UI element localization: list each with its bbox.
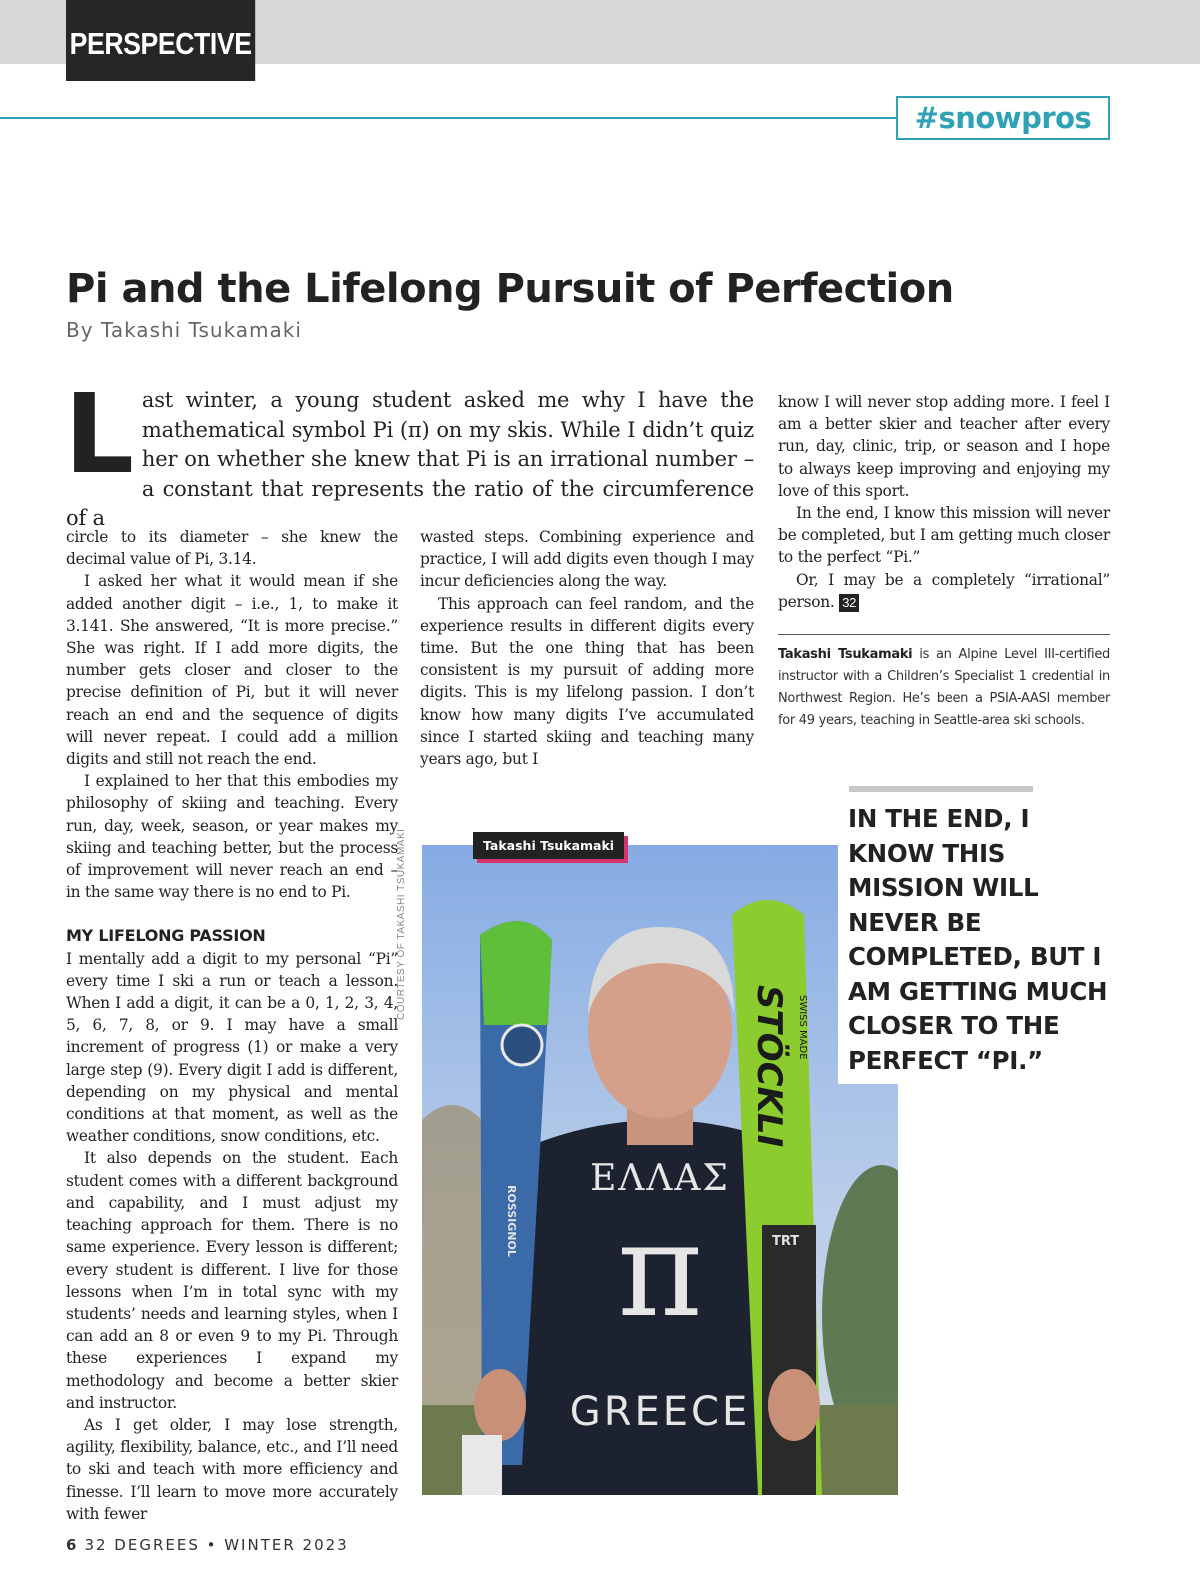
shirt-bottom-text: GREECE <box>569 1389 751 1435</box>
paragraph: I mentally add a digit to my personal “Pi” every time I ski a run or teach a lesson. When I add a digit, it can be a 0, 1, 2, 3, 4, 5, 6, 7, 8, or 9. I may have a small increment of progress (1) or make a very large step (9). Every digit I add is different, depending on my physical and mental conditions at that moment, as well as the weather conditions, snow conditions, etc. <box>66 949 398 1146</box>
lead-text: ast winter, a young student asked me why I have the mathematical symbol Pi (π) on my skis. While I didn’t quiz her on whether she knew that Pi is an irrational number – a constant that represents the ratio of the circumference of a <box>66 388 754 530</box>
right-ski-tag: TRT <box>772 1234 800 1249</box>
left-ski-tip <box>480 921 552 1025</box>
header-rule <box>0 117 896 119</box>
lead-paragraph <box>64 370 754 534</box>
photo-illustration <box>422 845 898 1495</box>
right-ski-tail <box>762 1225 816 1495</box>
article-title: Pi and the Lifelong Pursuit of Perfection <box>66 266 954 312</box>
left-ski-brand: ROSSIGNOL <box>505 1185 518 1257</box>
column-1 <box>66 526 398 1525</box>
drop-cap: L <box>64 370 134 498</box>
pullquote: IN THE END, I KNOW THIS MISSION WILL NEVER BE COMPLETED, BUT I AM GETTING MUCH CLOSER TO THE PERFECT “PI.” <box>838 796 1118 1084</box>
shirt-top-text: ΕΛΛΑΣ <box>590 1158 730 1199</box>
pullquote-rule <box>849 786 1033 792</box>
paragraph: This approach can feel random, and the experience results in different digits every time. But the one thing that has been consistent is my pursuit of adding more digits. This is my lifelong passion. I don’t know how many digits I’ve accumulated since I started skiing and teaching many years ago, but I <box>420 594 754 769</box>
column-2 <box>420 526 754 770</box>
paragraph: I explained to her that this embodies my philosophy of skiing and teaching. Every run, day, week, season, or year makes my skiing and teaching better, but the process of improvement will never reach an end – in the same way there is no end to Pi. <box>66 772 398 902</box>
end-mark-icon: 32 <box>839 594 859 612</box>
paragraph: know I will never stop adding more. I feel I am a better skier and teacher after every run, day, clinic, trip, or season and I hope to always keep improving and enjoying my love of this sport. <box>778 393 1110 500</box>
left-hand <box>474 1369 526 1441</box>
paragraph: It also depends on the student. Each student comes with a different background and capability, and I must adjust my teaching approach for them. There is no same experience. Every lesson is different; every student is different. I live for those lessons when I’m in total sync with my students’ needs and learning styles, when I can add an 8 or even 9 to my Pi. Through these experiences I expand my methodology and become a better skier and instructor. <box>66 1149 398 1412</box>
paragraph: circle to its diameter – she knew the decimal value of Pi, 3.14. <box>66 528 398 569</box>
rossignol-logo-icon <box>502 1025 542 1065</box>
paragraph: As I get older, I may lose strength, agility, flexibility, balance, etc., and I’ll need to ski and teach with more efficiency and finesse. I’ll learn to move more accurately with fewer <box>66 1415 398 1523</box>
paragraph: I asked her what it would mean if she added another digit – i.e., 1, to make it 3.141. She answered, “It is more precise.” She was right. If I add more digits, the number gets closer and closer to the precise definition of Pi, but it will never reach an end and the sequence of digits will never repeat. I could add a million digits and still not reach the end. <box>66 572 398 769</box>
photo-caption: Takashi Tsukamaki <box>473 832 624 859</box>
publication-info: 32 DEGREES • WINTER 2023 <box>84 1536 349 1554</box>
bio-text: is an Alpine Level III-certified instructor with a Children’s Specialist 1 credential in Northwest Region. He’s been a PSIA-AASI member for 49 years, teaching in Seattle-area ski schools. <box>778 647 1110 728</box>
photo-credit: COURTESY OF TAKASHI TSUKAMAKI <box>396 828 407 1020</box>
pole-grip <box>462 1435 502 1495</box>
paragraph: In the end, I know this mission will never be completed, but I am getting much closer to the perfect “Pi.” <box>778 504 1110 567</box>
footer <box>66 1536 349 1554</box>
paragraph <box>778 569 1110 613</box>
closing-text: Or, I may be a completely “irrational” person. <box>778 570 1110 611</box>
author-photo <box>422 845 898 1495</box>
pi-icon: π <box>617 1194 703 1346</box>
bio-divider <box>778 634 1110 635</box>
subhead: MY LIFELONG PASSION <box>66 926 266 946</box>
page-number: 6 <box>66 1536 77 1554</box>
section-label: PERSPECTIVE <box>66 0 255 81</box>
column-3 <box>778 391 1110 613</box>
right-hand <box>768 1369 820 1441</box>
right-ski-sub: SWISS MADE <box>797 995 808 1060</box>
byline: By Takashi Tsukamaki <box>66 318 302 342</box>
bio-name: Takashi Tsukamaki <box>778 647 913 662</box>
right-ski-brand: STÖCKLI <box>749 985 789 1148</box>
author-bio <box>778 644 1110 732</box>
hashtag-badge: #snowpros <box>896 96 1110 140</box>
paragraph: wasted steps. Combining experience and practice, I will add digits even though I may incur deficiencies along the way. <box>420 528 754 591</box>
